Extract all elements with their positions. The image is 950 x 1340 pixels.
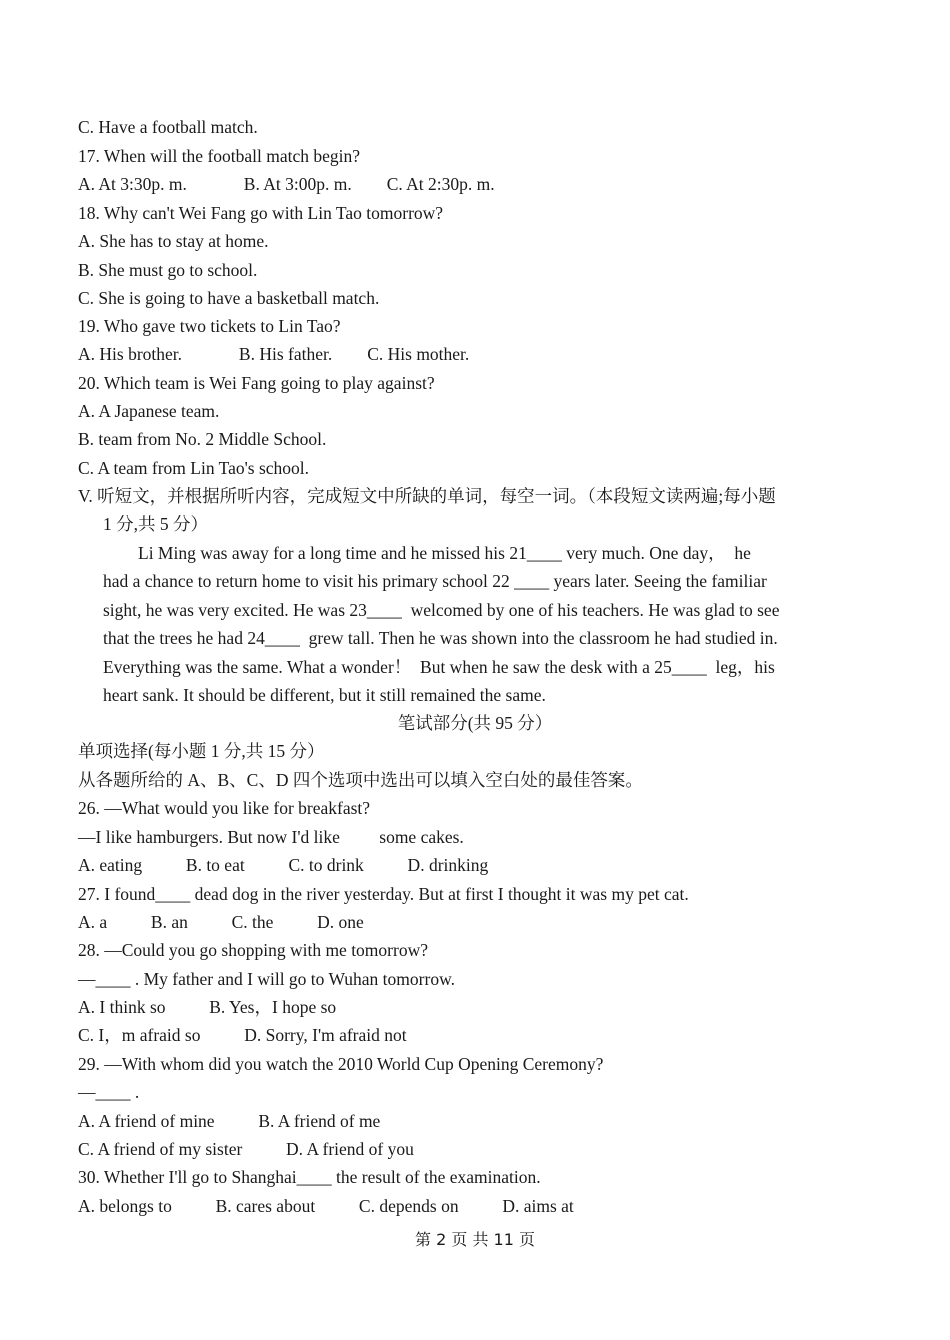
- passage-line-4: that the trees he had 24____ grew tall. Then he was shown into the classroom he had studied in.: [103, 628, 778, 648]
- options-30: A. belongs to B. cares about C. depends on D. aims at: [78, 1196, 574, 1216]
- question-29: 29. —With whom did you watch the 2010 World Cup Opening Ceremony?: [78, 1054, 604, 1074]
- options-27: A. a B. an C. the D. one: [78, 912, 364, 932]
- question-20: 20. Which team is Wei Fang going to play against?: [78, 373, 435, 393]
- option-a-18: A. She has to stay at home.: [78, 231, 269, 251]
- options-29-ab: A. A friend of mine B. A friend of me: [78, 1111, 381, 1131]
- option-b-20: B. team from No. 2 Middle School.: [78, 429, 327, 449]
- options-26: A. eating B. to eat C. to drink D. drinking: [78, 855, 489, 875]
- options-28-cd: C. I，m afraid so D. Sorry, I'm afraid not: [78, 1025, 407, 1045]
- question-26-reply: —I like hamburgers. But now I'd like some cakes.: [78, 827, 464, 847]
- section-v-instruction-cont: 1 分,共 5 分）: [103, 514, 208, 534]
- section-v-instruction: V. 听短文，并根据所听内容，完成短文中所缺的单词，每空一词。（本段短文读两遍;每小题: [78, 486, 776, 506]
- question-17: 17. When will the football match begin?: [78, 146, 361, 166]
- passage-line-2: had a chance to return home to visit his primary school 22 ____ years later. Seeing the familiar: [103, 571, 767, 591]
- options-29-cd: C. A friend of my sister D. A friend of you: [78, 1139, 414, 1159]
- question-27: 27. I found____ dead dog in the river yesterday. But at first I thought it was my pet cat.: [78, 884, 689, 904]
- question-29-reply: —____ .: [78, 1082, 140, 1102]
- page-number-footer: 第 2 页 共 11 页: [415, 1230, 535, 1249]
- passage-line-3: sight, he was very excited. He was 23____ welcomed by one of his teachers. He was glad to see: [103, 600, 780, 620]
- option-a-20: A. A Japanese team.: [78, 401, 220, 421]
- option-c-16: C. Have a football match.: [78, 117, 258, 137]
- single-choice-instruction: 从各题所给的 A、B、C、D 四个选项中选出可以填入空白处的最佳答案。: [78, 770, 643, 790]
- single-choice-heading: 单项选择(每小题 1 分,共 15 分）: [78, 741, 325, 761]
- passage-line-1: Li Ming was away for a long time and he missed his 21____ very much. One day， he: [103, 543, 751, 563]
- options-28-ab: A. I think so B. Yes，I hope so: [78, 997, 337, 1017]
- written-section-heading: 笔试部分(共 95 分）: [397, 713, 553, 733]
- question-28: 28. —Could you go shopping with me tomorrow?: [78, 940, 428, 960]
- option-b-18: B. She must go to school.: [78, 260, 258, 280]
- question-19: 19. Who gave two tickets to Lin Tao?: [78, 316, 341, 336]
- question-18: 18. Why can't Wei Fang go with Lin Tao tomorrow?: [78, 203, 444, 223]
- question-26: 26. —What would you like for breakfast?: [78, 798, 371, 818]
- options-19: A. His brother. B. His father. C. His mother.: [78, 344, 470, 364]
- question-28-reply: —____ . My father and I will go to Wuhan tomorrow.: [78, 969, 455, 989]
- option-c-20: C. A team from Lin Tao's school.: [78, 458, 310, 478]
- option-c-18: C. She is going to have a basketball match.: [78, 288, 380, 308]
- passage-line-6: heart sank. It should be different, but it still remained the same.: [103, 685, 546, 705]
- passage-line-5: Everything was the same. What a wonder！ But when he saw the desk with a 25____ leg，his: [103, 657, 775, 677]
- options-17: A. At 3:30p. m. B. At 3:00p. m. C. At 2:30p. m.: [78, 174, 495, 194]
- question-30: 30. Whether I'll go to Shanghai____ the result of the examination.: [78, 1167, 541, 1187]
